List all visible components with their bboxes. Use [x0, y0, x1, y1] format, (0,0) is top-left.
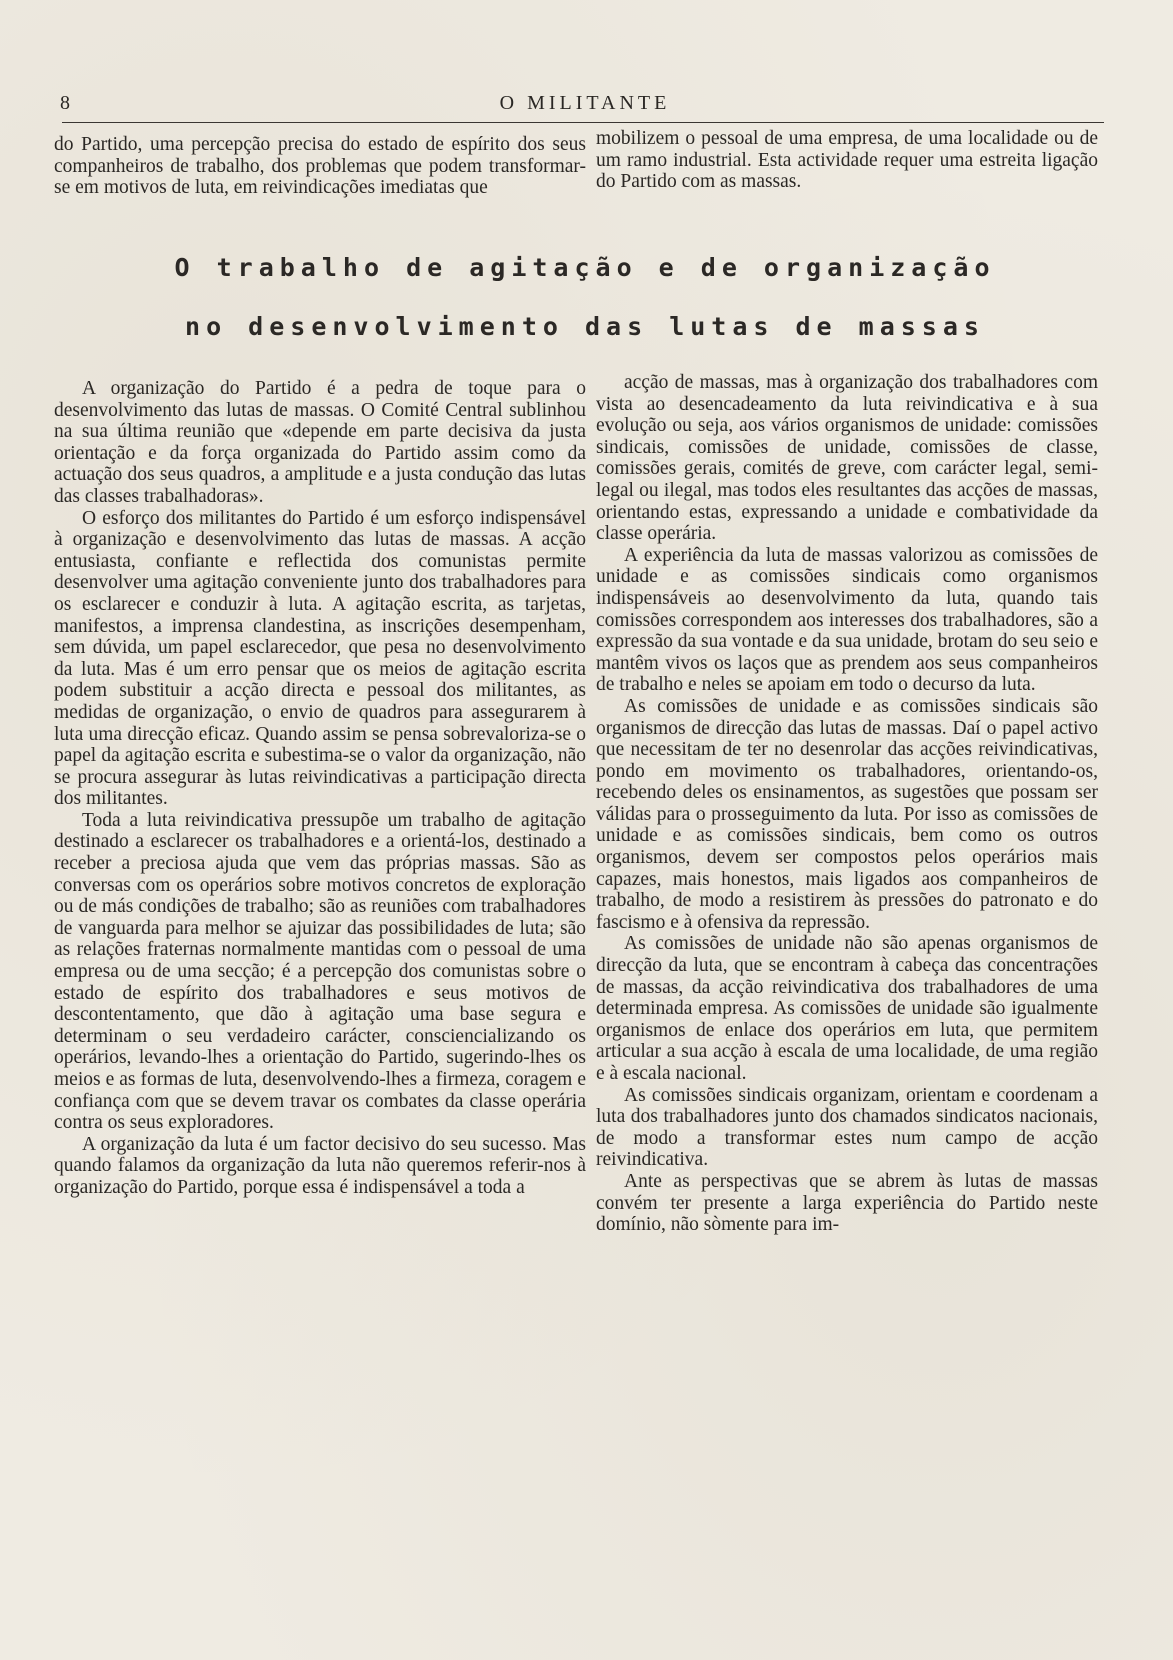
intro-right-column — [596, 128, 1098, 224]
paragraph: A experiência da luta de massas valorizou as comissões de unidade e as comissões sindicais como organismos indispensáveis ao desenvolvimento da luta, quando tais comissões correspondem aos interesses dos trabalhadores, são a expressão da sua vontade e da sua unidade, brotam do seu seio e mantêm vivos os laços que as prendem aos seus companheiros de trabalho e neles se apoiam em todo o decurso da luta. — [596, 544, 1098, 696]
paragraph: As comissões de unidade e as comissões sindicais são organismos de direcção das lutas de massas. Daí o papel activo que necessitam de ter no desenrolar das acções reivindicativas, pondo em movimento os trabalhadores, orientando-os, recebendo deles os ensinamentos, as sugestões que possam ser válidas para o prosseguimento da luta. Por isso as comissões de unidade e as comissões sindicais, bem como os outros organismos, devem ser compostos pelos operários mais capazes, mais honestos, mais ligados aos companheiros de trabalho, de modo a resistirem às pressões do patronato e do fascismo e à ofensiva da repressão. — [596, 695, 1098, 933]
paragraph: A organização da luta é um factor decisivo do seu sucesso. Mas quando falamos da organização da luta não queremos referir-nos à organização do Partido, porque essa é indispensável a toda a — [54, 1133, 586, 1198]
article-headline-line-1: O trabalho de agitação e de organização — [174, 253, 996, 282]
paragraph: O esforço dos militantes do Partido é um esforço indispensável à organização e desenvolvimento das lutas de massas. A acção entusiasta, confiante e reflectida dos comunistas permite desenvolver uma agitação conveniente junto dos trabalhadores para os esclarecer e conduzir à luta. A agitação escrita, as tarjetas, manifestos, a imprensa clandestina, as inscrições desempenham, sem dúvida, um papel esclarecedor, que pesa no desenvolvimento da luta. Mas é um erro pensar que os meios de agitação escrita podem substituir a acção directa e pessoal dos militantes, as medidas de organização, o envio de quadros para assegurarem à luta uma direcção eficaz. Quando assim se pensa sobrevaloriza-se o papel da agitação escrita e subestima-se o valor da organização, não se procura assegurar às lutas reivindicativas a participação directa dos militantes. — [54, 507, 586, 810]
paragraph: As comissões de unidade não são apenas organismos de direcção da luta, que se encontram à cabeça das concentrações de massas, da acção reivindicativa dos trabalhadores de uma determinada empresa. As comissões de unidade são igualmente organismos de enlace dos operários em luta, que permitem articular a sua acção à escala de uma localidade, de uma região e à escala nacional. — [596, 933, 1098, 1084]
left-column — [54, 378, 586, 1650]
intro-right-paragraph: mobilizem o pessoal de uma empresa, de uma localidade ou de um ramo industrial. Esta actividade requer uma estreita ligação do Partido com as massas. — [596, 128, 1098, 193]
page-header — [60, 92, 1110, 120]
intro-left-column — [54, 134, 586, 224]
paragraph: A organização do Partido é a pedra de toque para o desenvolvimento das lutas de massas. O Comité Central sublinhou na sua última reunião que «depende em parte decisiva da justa orientação e da força organizada do Partido assim como da actuação dos seus quadros, a amplitude e a justa condução das lutas das classes trabalhadoras». — [54, 378, 586, 507]
paragraph: Ante as perspectivas que se abrem às lutas de massas convém ter presente a larga experiência do Partido neste domínio, não sòmente para im- — [596, 1170, 1098, 1236]
paragraph: Toda a luta reivindicativa pressupõe um trabalho de agitação destinado a esclarecer os trabalhadores e a orientá-los, destinado a receber a preciosa ajuda que vem das próprias massas. São as conversas com os operários sobre motivos concretos de exploração ou de más condições de trabalho; são as reuniões com trabalhadores de vanguarda para melhor se ajuizar das possibilidades de luta; são as relações fraternas normalmente mantidas com o pessoal de uma empresa ou de uma secção; é a percepção dos comunistas sobre o estado de espírito dos trabalhadores e seus motivos de descontentamento, que dão à agitação uma base segura e determinam o seu verdadeiro carácter, consciencializando os operários, levando-lhes a orientação do Partido, sugerindo-lhes os meios e as formas de luta, desenvolvendo-lhes a firmeza, coragem e confiança com que se devem travar os combates da classe operária contra os seus exploradores. — [54, 809, 586, 1134]
page-number: 8 — [60, 92, 70, 114]
header-rule — [62, 122, 1104, 123]
paragraph: As comissões sindicais organizam, orientam e coordenam a luta dos trabalhadores junto dos chamados sindicatos nacionais, de modo a transformar estes num campo de acção reivindicativa. — [596, 1084, 1098, 1171]
intro-left-paragraph: do Partido, uma percepção precisa do estado de espírito dos seus companheiros de trabalho, dos problemas que podem transformar-se em motivos de luta, em reivindicações imediatas que — [54, 134, 586, 199]
paragraph: acção de massas, mas à organização dos trabalhadores com vista ao desencadeamento da luta reivindicativa e à sua evolução ou seja, aos vários organismos de unidade: comissões sindicais, comissões de unidade, comissões de classe, comissões gerais, comités de greve, com carácter legal, semi-legal ou ilegal, mas todos eles resultantes das acções de massas, orientando estas, expressando a unidade e combatividade da classe operária. — [596, 372, 1098, 545]
running-title: O MILITANTE — [499, 92, 671, 114]
right-column — [596, 372, 1098, 1650]
article-headline-line-2: no desenvolvimento das lutas de massas — [185, 312, 985, 341]
